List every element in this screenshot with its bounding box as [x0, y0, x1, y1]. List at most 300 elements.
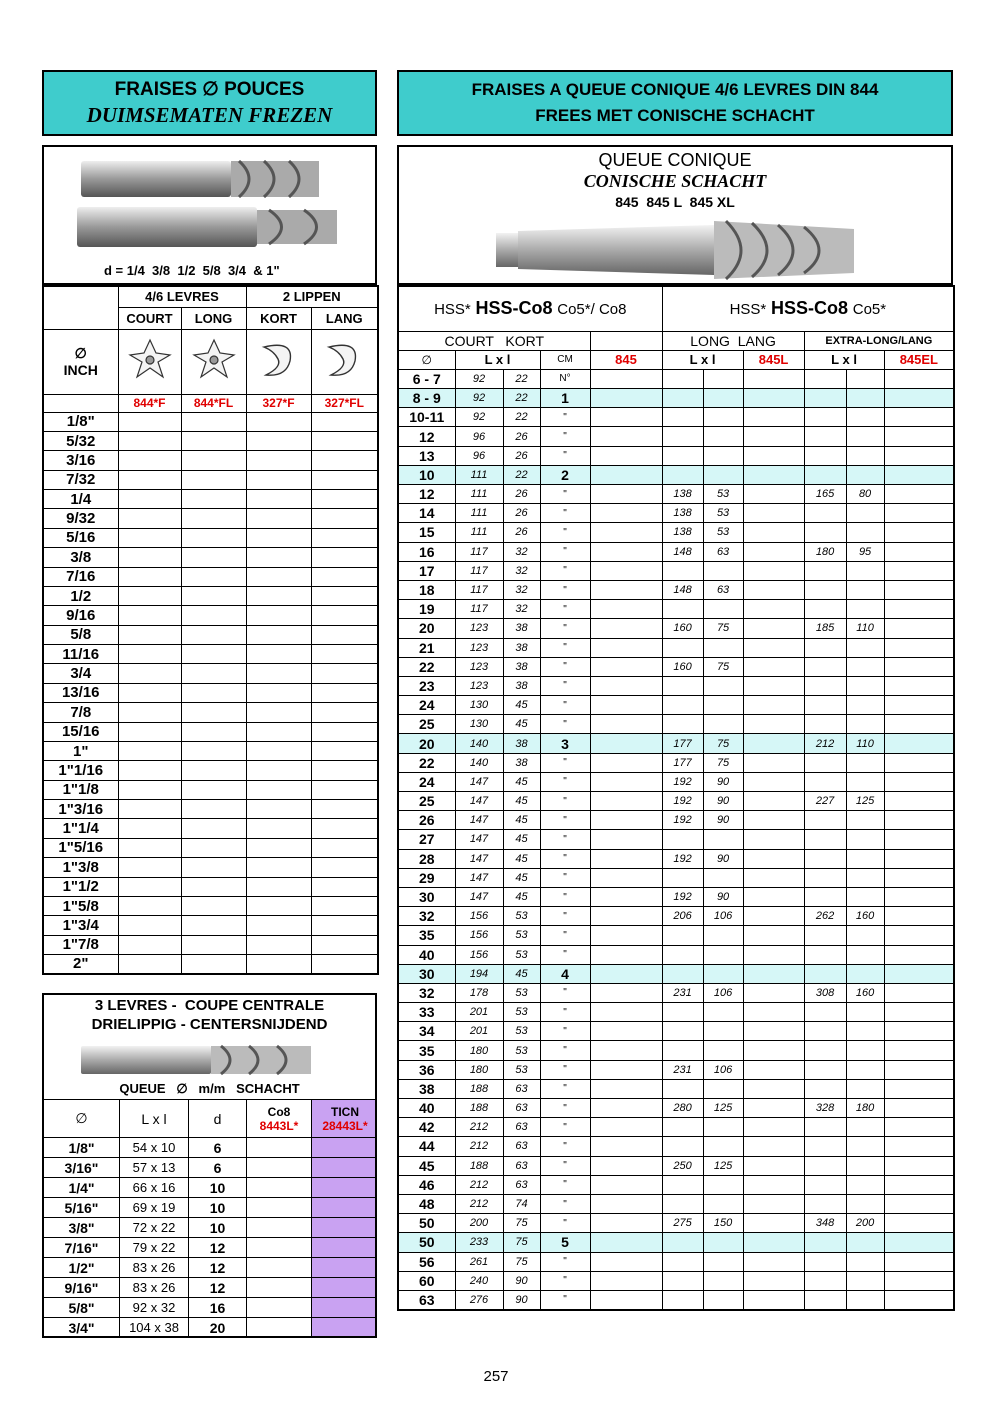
- code-845l-cell: [743, 1252, 804, 1271]
- availability-cell: [311, 703, 378, 722]
- diameter: 16: [398, 542, 455, 561]
- taper-row: [398, 1194, 954, 1213]
- availability-cell: [181, 819, 246, 838]
- availability-cell: [311, 683, 378, 702]
- length-total: 111: [455, 523, 503, 542]
- inch-row: [43, 780, 378, 799]
- length-total: 147: [455, 772, 503, 791]
- availability-cell: [246, 877, 311, 896]
- inch-row: [43, 935, 378, 954]
- extra-length-cut: [846, 1252, 884, 1271]
- code-845-cell: [590, 1156, 662, 1175]
- availability-cell: [118, 412, 181, 431]
- availability-cell: [118, 877, 181, 896]
- extra-long-header: EXTRA-LONG/LANG: [804, 331, 954, 350]
- length-cut: 75: [503, 1252, 540, 1271]
- extra-length-total: [804, 830, 846, 849]
- availability-cell: [118, 741, 181, 760]
- taper-row: [398, 945, 954, 964]
- extra-length-cut: [846, 1233, 884, 1252]
- taper-row: [398, 389, 954, 408]
- length-total: 147: [455, 868, 503, 887]
- inch-row: [43, 490, 378, 509]
- availability-cell: [118, 819, 181, 838]
- availability-cell: [246, 955, 311, 974]
- page-number: 257: [483, 1368, 509, 1385]
- length-cut: 45: [503, 772, 540, 791]
- bt-co8-cell: [247, 1158, 312, 1178]
- taper-row: [398, 1022, 954, 1041]
- cone-number: N°: [540, 369, 590, 388]
- code-845l-cell: [743, 1194, 804, 1213]
- long-length-total: 138: [662, 523, 703, 542]
- extra-length-total: 165: [804, 485, 846, 504]
- left-image-caption: d = 1/4 3/8 1/2 5/8 3/4 & 1": [104, 263, 280, 278]
- long-length-total: 192: [662, 772, 703, 791]
- cone-number: ": [540, 638, 590, 657]
- diameter: 15: [398, 523, 455, 542]
- code-845-cell: [590, 792, 662, 811]
- extra-length-total: [804, 657, 846, 676]
- extra-length-total: [804, 1079, 846, 1098]
- availability-cell: [246, 490, 311, 509]
- taper-row: [398, 1079, 954, 1098]
- right-image-subtitle: CONISCHE SCHACHT: [583, 171, 767, 191]
- bt-lxl: 79 x 22: [120, 1238, 189, 1258]
- availability-cell: [311, 819, 378, 838]
- length-total: 92: [455, 389, 503, 408]
- inch-size: 1/8": [43, 412, 118, 431]
- grade-left-co5: Co5*/ Co8: [557, 301, 627, 319]
- length-total: 233: [455, 1233, 503, 1252]
- extra-length-cut: [846, 926, 884, 945]
- inch-size: 1"1/2: [43, 877, 118, 896]
- availability-cell: [311, 490, 378, 509]
- length-cut: 45: [503, 868, 540, 887]
- long-length-cut: [703, 408, 743, 427]
- length-cut: 53: [503, 926, 540, 945]
- cone-number: ": [540, 830, 590, 849]
- length-total: 188: [455, 1079, 503, 1098]
- extra-length-cut: [846, 1060, 884, 1079]
- bt-lxl: 92 x 32: [120, 1298, 189, 1318]
- code-845-cell: [590, 446, 662, 465]
- inch-row: [43, 722, 378, 741]
- diameter: 19: [398, 600, 455, 619]
- length-total: 180: [455, 1060, 503, 1079]
- inch-row: [43, 664, 378, 683]
- extra-length-total: [804, 811, 846, 830]
- cone-number: ": [540, 1003, 590, 1022]
- length-total: 147: [455, 887, 503, 906]
- length-cut: 45: [503, 811, 540, 830]
- bt-diameter: 3/8": [44, 1218, 120, 1238]
- code-845l-cell: [743, 1156, 804, 1175]
- availability-cell: [181, 451, 246, 470]
- length-total: 188: [455, 1099, 503, 1118]
- code-845el-cell: [884, 887, 954, 906]
- availability-cell: [181, 703, 246, 722]
- code-845l-cell: [743, 830, 804, 849]
- code-845-cell: [590, 1022, 662, 1041]
- cone-number: ": [540, 619, 590, 638]
- code-845-cell: [590, 1214, 662, 1233]
- availability-cell: [311, 741, 378, 760]
- extra-length-cut: [846, 1175, 884, 1194]
- bt-col-d: d: [189, 1100, 247, 1138]
- availability-cell: [311, 780, 378, 799]
- taper-row: [398, 811, 954, 830]
- inch-size: 1/4: [43, 490, 118, 509]
- inch-row: [43, 741, 378, 760]
- code-845l-cell: [743, 983, 804, 1002]
- grade-left-hss: HSS*: [434, 301, 471, 319]
- inch-size: 3/8: [43, 548, 118, 567]
- code-845el-cell: [884, 792, 954, 811]
- length-total: 140: [455, 753, 503, 772]
- code-845-cell: [590, 561, 662, 580]
- extra-length-total: [804, 580, 846, 599]
- court-kort-header: COURT KORT: [398, 331, 590, 350]
- extra-length-total: [804, 504, 846, 523]
- length-cut: 63: [503, 1099, 540, 1118]
- diameter: 56: [398, 1252, 455, 1271]
- code-845l-cell: [743, 638, 804, 657]
- long-length-cut: 63: [703, 542, 743, 561]
- long-length-total: [662, 600, 703, 619]
- three-flute-row: [44, 1198, 378, 1218]
- left-image-box: [42, 145, 377, 285]
- code-845-cell: [590, 465, 662, 484]
- extra-length-total: [804, 715, 846, 734]
- extra-length-cut: [846, 1194, 884, 1213]
- length-total: 117: [455, 600, 503, 619]
- long-length-total: 231: [662, 1060, 703, 1079]
- diameter: 23: [398, 676, 455, 695]
- grade-right-hss: HSS*: [729, 301, 767, 319]
- availability-cell: [311, 645, 378, 664]
- bt-lxl: 83 x 26: [120, 1278, 189, 1298]
- code-845el-cell: [884, 408, 954, 427]
- bt-ticn-cell: [312, 1318, 378, 1338]
- code-845el-cell: [884, 1099, 954, 1118]
- extra-length-cut: [846, 1041, 884, 1060]
- extra-length-cut: [846, 600, 884, 619]
- code-845-cell: [590, 772, 662, 791]
- bt-col-lxl: L x l: [120, 1100, 189, 1138]
- long-length-total: 275: [662, 1214, 703, 1233]
- code-845el-cell: [884, 1003, 954, 1022]
- code-845l-cell: [743, 1233, 804, 1252]
- diameter: 25: [398, 792, 455, 811]
- long-length-cut: [703, 676, 743, 695]
- cone-number: ": [540, 811, 590, 830]
- code-845-cell: [590, 1252, 662, 1271]
- long-length-total: 160: [662, 619, 703, 638]
- extra-length-total: [804, 945, 846, 964]
- availability-cell: [246, 431, 311, 450]
- length-total: 156: [455, 926, 503, 945]
- cone-number: ": [540, 542, 590, 561]
- inch-row: [43, 896, 378, 915]
- code-845el-cell: [884, 485, 954, 504]
- long-length-cut: [703, 964, 743, 983]
- extra-length-total: [804, 753, 846, 772]
- cone-number: ": [540, 1271, 590, 1290]
- extra-length-cut: [846, 772, 884, 791]
- code-845-cell: [590, 734, 662, 753]
- cone-number: ": [540, 446, 590, 465]
- long-length-cut: 90: [703, 792, 743, 811]
- availability-cell: [118, 896, 181, 915]
- long-length-total: [662, 1233, 703, 1252]
- bt-diameter: 5/8": [44, 1298, 120, 1318]
- code-845el-cell: [884, 1137, 954, 1156]
- inch-size: 15/16: [43, 722, 118, 741]
- availability-cell: [118, 800, 181, 819]
- long-length-cut: [703, 1194, 743, 1213]
- length-cut: 53: [503, 983, 540, 1002]
- code-845el-cell: [884, 753, 954, 772]
- taper-row: [398, 926, 954, 945]
- long-length-cut: [703, 600, 743, 619]
- bt-shank: 10: [189, 1198, 247, 1218]
- cone-number: ": [540, 580, 590, 599]
- taper-row: [398, 830, 954, 849]
- bt-diameter: 5/16": [44, 1198, 120, 1218]
- code-845-cell: [590, 580, 662, 599]
- code-845-cell: [590, 1079, 662, 1098]
- cone-number: ": [540, 945, 590, 964]
- long-length-cut: 90: [703, 849, 743, 868]
- code-845l-cell: [743, 600, 804, 619]
- bt-code-28443l: 28443L*: [322, 1118, 368, 1133]
- code-845el-cell: [884, 964, 954, 983]
- diameter: 21: [398, 638, 455, 657]
- code-845-cell: [590, 887, 662, 906]
- code-845-cell: [590, 619, 662, 638]
- code-845-cell: [590, 1041, 662, 1060]
- code-845el-cell: [884, 561, 954, 580]
- code-845l-cell: [743, 389, 804, 408]
- taper-row: [398, 1156, 954, 1175]
- extra-length-cut: [846, 638, 884, 657]
- code-845el-cell: [884, 1175, 954, 1194]
- col-lxl-court: L x l: [455, 350, 540, 369]
- availability-cell: [246, 838, 311, 857]
- inch-row: [43, 838, 378, 857]
- availability-cell: [118, 606, 181, 625]
- long-length-cut: [703, 926, 743, 945]
- availability-cell: [118, 838, 181, 857]
- extra-length-cut: [846, 964, 884, 983]
- extra-length-cut: [846, 465, 884, 484]
- availability-cell: [246, 528, 311, 547]
- code-845l-cell: [743, 734, 804, 753]
- inch-size: 3/16: [43, 451, 118, 470]
- availability-cell: [246, 741, 311, 760]
- availability-cell: [246, 800, 311, 819]
- length-cut: 32: [503, 600, 540, 619]
- code-845-cell: [590, 389, 662, 408]
- long-length-cut: 75: [703, 753, 743, 772]
- code-845el-cell: [884, 1118, 954, 1137]
- code-845el-cell: [884, 638, 954, 657]
- long-length-total: [662, 1194, 703, 1213]
- extra-length-total: 212: [804, 734, 846, 753]
- code-845l-cell: [743, 1290, 804, 1309]
- code-845l-cell: [743, 1099, 804, 1118]
- length-total: 276: [455, 1290, 503, 1309]
- long-length-total: [662, 1041, 703, 1060]
- long-length-cut: [703, 715, 743, 734]
- extra-length-total: [804, 408, 846, 427]
- inch-row: [43, 509, 378, 528]
- taper-row: [398, 676, 954, 695]
- bt-shank: 12: [189, 1238, 247, 1258]
- code-845l-cell: [743, 504, 804, 523]
- group-4-6-levres: 4/6 LEVRES: [118, 286, 246, 307]
- long-length-cut: 75: [703, 657, 743, 676]
- availability-cell: [118, 548, 181, 567]
- long-length-cut: [703, 446, 743, 465]
- code-845-cell: [590, 830, 662, 849]
- inch-row: [43, 431, 378, 450]
- long-length-cut: 75: [703, 734, 743, 753]
- inch-size: 1"5/16: [43, 838, 118, 857]
- cone-number: ": [540, 427, 590, 446]
- taper-row: [398, 983, 954, 1002]
- length-total: 261: [455, 1252, 503, 1271]
- code-845-cell: [590, 964, 662, 983]
- code-845-cell: [590, 753, 662, 772]
- taper-row: [398, 907, 954, 926]
- extra-length-total: [804, 849, 846, 868]
- code-845el-cell: [884, 389, 954, 408]
- inch-size: 1"1/16: [43, 761, 118, 780]
- taper-row: [398, 580, 954, 599]
- code-845el-cell: [884, 446, 954, 465]
- cone-number: 1: [540, 389, 590, 408]
- taper-shank-table: [397, 285, 955, 1311]
- bt-ticn-cell: [312, 1278, 378, 1298]
- diameter: 22: [398, 753, 455, 772]
- extra-length-total: [804, 1175, 846, 1194]
- availability-cell: [118, 490, 181, 509]
- grade-right-hssco8: HSS-Co8: [771, 298, 849, 319]
- group-2-lippen: 2 LIPPEN: [246, 286, 378, 307]
- inch-row: [43, 703, 378, 722]
- bt-shank: 12: [189, 1258, 247, 1278]
- long-length-cut: [703, 1003, 743, 1022]
- length-cut: 45: [503, 830, 540, 849]
- availability-cell: [181, 470, 246, 489]
- taper-row: [398, 696, 954, 715]
- length-cut: 26: [503, 485, 540, 504]
- cone-number: ": [540, 1156, 590, 1175]
- length-cut: 45: [503, 696, 540, 715]
- grade-right-co5: Co5*: [852, 301, 887, 319]
- code-845l-cell: [743, 369, 804, 388]
- long-length-cut: [703, 1252, 743, 1271]
- availability-cell: [311, 896, 378, 915]
- three-flute-row: [44, 1158, 378, 1178]
- code-845-cell: [590, 1137, 662, 1156]
- extra-length-cut: [846, 427, 884, 446]
- cone-number: ": [540, 676, 590, 695]
- code-845-cell: [590, 868, 662, 887]
- extra-length-cut: 160: [846, 907, 884, 926]
- extra-length-total: [804, 1233, 846, 1252]
- inch-size: 1"1/4: [43, 819, 118, 838]
- code-845l-cell: [743, 1214, 804, 1233]
- code-845el-cell: [884, 1214, 954, 1233]
- col-code-845el: 845EL: [884, 350, 954, 369]
- availability-cell: [118, 586, 181, 605]
- availability-cell: [118, 858, 181, 877]
- extra-length-total: 262: [804, 907, 846, 926]
- length-cut: 90: [503, 1271, 540, 1290]
- availability-cell: [246, 683, 311, 702]
- taper-row: [398, 887, 954, 906]
- long-length-total: 192: [662, 811, 703, 830]
- bt-co8-label: Co8: [267, 1104, 291, 1119]
- right-header-line2: FREES MET CONISCHE SCHACHT: [535, 106, 815, 125]
- code-327fl: 327*FL: [311, 394, 378, 412]
- long-length-total: [662, 638, 703, 657]
- length-total: 212: [455, 1118, 503, 1137]
- inch-row: [43, 916, 378, 935]
- code-845l-cell: [743, 811, 804, 830]
- long-length-total: [662, 945, 703, 964]
- extra-length-cut: [846, 830, 884, 849]
- cone-number: ": [540, 1252, 590, 1271]
- availability-cell: [118, 955, 181, 974]
- inch-size: 13/16: [43, 683, 118, 702]
- three-flute-rows: [44, 1138, 378, 1338]
- long-length-cut: [703, 945, 743, 964]
- availability-cell: [246, 586, 311, 605]
- long-length-total: [662, 868, 703, 887]
- availability-cell: [181, 625, 246, 644]
- availability-cell: [181, 896, 246, 915]
- sub-court: COURT: [118, 307, 181, 329]
- extra-length-total: [804, 1003, 846, 1022]
- length-total: 147: [455, 830, 503, 849]
- three-flute-row: [44, 1298, 378, 1318]
- long-length-cut: 106: [703, 1060, 743, 1079]
- diameter: 10: [398, 465, 455, 484]
- extra-length-total: [804, 369, 846, 388]
- length-total: 178: [455, 983, 503, 1002]
- cone-number: ": [540, 485, 590, 504]
- two-flute-long-cross-section-icon: [311, 329, 378, 394]
- length-cut: 26: [503, 427, 540, 446]
- extra-length-cut: [846, 1271, 884, 1290]
- availability-cell: [118, 625, 181, 644]
- availability-cell: [311, 838, 378, 857]
- diameter: 63: [398, 1290, 455, 1309]
- availability-cell: [311, 431, 378, 450]
- extra-length-total: [804, 600, 846, 619]
- long-length-total: 192: [662, 792, 703, 811]
- bt-co8-cell: [247, 1238, 312, 1258]
- code-845l-cell: [743, 868, 804, 887]
- long-length-total: 192: [662, 887, 703, 906]
- code-845el-cell: [884, 657, 954, 676]
- availability-cell: [118, 722, 181, 741]
- availability-cell: [311, 509, 378, 528]
